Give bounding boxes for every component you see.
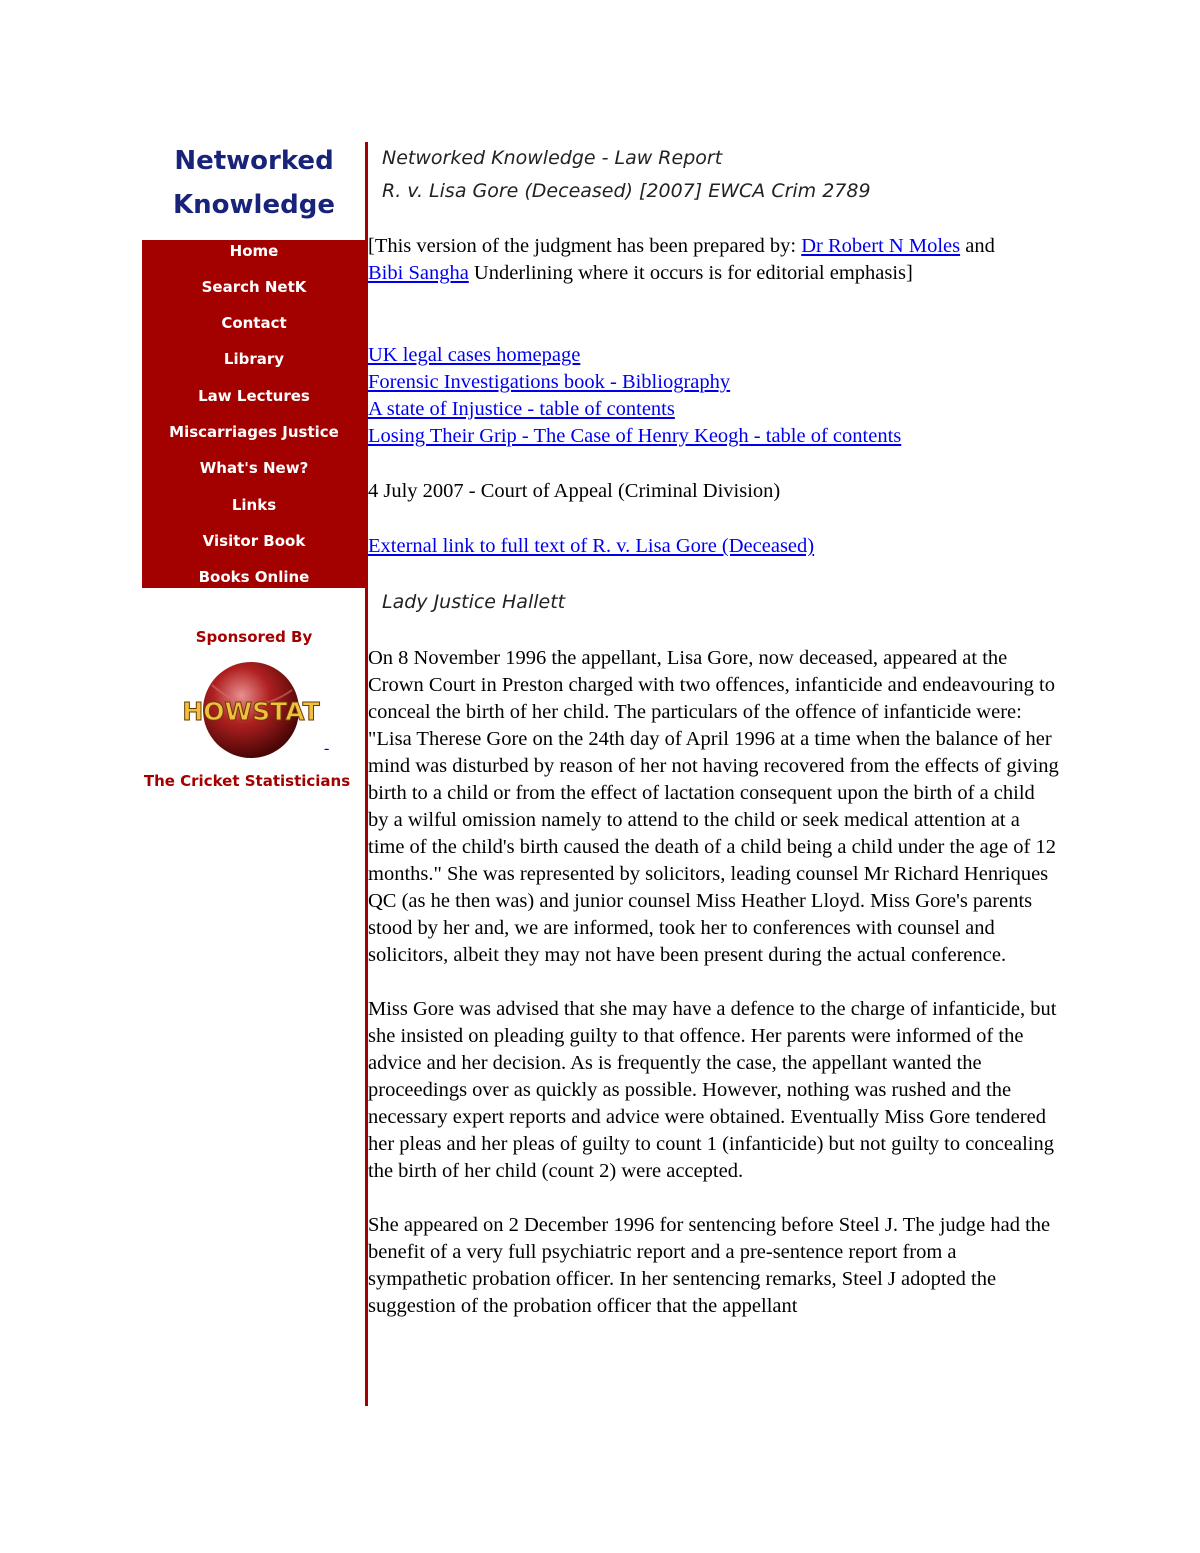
nav-menu (142, 240, 366, 588)
nav-item-search-netk[interactable]: Search NetK (201, 278, 307, 296)
paragraph-3: She appeared on 2 December 1996 for sentencing before Steel J. The judge had the benefit of a very full psychiatric report and a pre-sentence report from a sympathetic probation officer. In her sentencing remarks, Steel J adopted the suggestion of the probation officer that the appellant (368, 1214, 1051, 1317)
sponsor-dash-link[interactable]: - (324, 740, 330, 757)
nav-item-miscarriages-justice[interactable]: Miscarriages Justice (169, 423, 339, 441)
nav-item-law-lectures[interactable]: Law Lectures (198, 387, 310, 405)
intro-prefix: [This version of the judgment has been prepared by: (368, 235, 802, 257)
paragraph-2: Miss Gore was advised that she may have a defence to the charge of infanticide, but she insisted on pleading guilty to that offence. Her parents were informed of the advice and her decision. As is frequently the case, the appellant wanted the proceedings over as quickly as possible. However, nothing was rushed and the necessary expert reports and advice were obtained. Eventually Miss Gore tendered her pleas and her pleas of guilty to count 1 (infanticide) but not guilty to concealing the birth of her child (count 2) were accepted. (368, 998, 1057, 1182)
intro-note (368, 233, 1008, 287)
external-link-row (368, 533, 1068, 560)
report-title: Networked Knowledge - Law Report (382, 147, 723, 169)
nav-item-library[interactable]: Library (223, 350, 285, 368)
nav-item-contact[interactable]: Contact (221, 314, 287, 332)
link-state-of-injustice[interactable]: A state of Injustice - table of contents (368, 398, 675, 420)
intro-suffix: Underlining where it occurs is for editorial emphasis] (468, 262, 913, 284)
link-forensic-investigations[interactable]: Forensic Investigations book - Bibliography (368, 371, 731, 393)
nav-item-books-online[interactable]: Books Online (198, 568, 310, 586)
judgment-body (368, 645, 1060, 1320)
report-citation: R. v. Lisa Gore (Deceased) [2007] EWCA Crim 2789 (382, 180, 871, 202)
paragraph-1: On 8 November 1996 the appellant, Lisa Gore, now deceased, appeared at the Crown Court in Preston charged with two offences, infanticide and endeavouring to conceal the birth of her child. The particulars of the offence of infanticide were: "Lisa Therese Gore on the 24th day of April 1996 at a time when the balance of her mind was disturbed by reason of her not having recovered from the effects of giving birth to a child or from the effect of lactation consequent upon the birth of a child by a wilful omission namely to attend to the child or seek medical attention at a time of the child's birth caused the death of a child being a child under the age of 12 months." She was represented by solicitors, leading counsel Mr Richard Henriques QC (as he then was) and junior counsel Miss Heather Lloyd. Miss Gore's parents stood by her and, we are informed, took her to conferences with counsel and solicitors, albeit they may not have been present during the actual conference. (368, 647, 1059, 966)
brand-line-1: Networked (174, 146, 334, 176)
external-full-text-link[interactable]: External link to full text of R. v. Lisa Gore (Deceased) (368, 535, 815, 557)
author-link-bibi-sangha[interactable]: Bibi Sangha (368, 262, 469, 284)
date-line: 4 July 2007 - Court of Appeal (Criminal Division) (368, 480, 781, 502)
sponsor-title: Sponsored By (195, 628, 313, 646)
nav-item-whats-new[interactable]: What's New? (199, 459, 309, 477)
nav-item-home[interactable]: Home (229, 242, 279, 260)
author-link-robert-moles[interactable]: Dr Robert N Moles (801, 235, 961, 257)
howstat-logo[interactable] (182, 660, 320, 760)
nav-item-links[interactable]: Links (231, 496, 277, 514)
brand-line-2: Knowledge (173, 190, 335, 220)
howstat-logo-text: HOWSTAT (182, 697, 320, 726)
link-uk-legal-cases[interactable]: UK legal cases homepage (368, 344, 581, 366)
link-losing-their-grip[interactable]: Losing Their Grip - The Case of Henry Keogh - table of contents (368, 425, 902, 447)
intro-and: and (960, 235, 995, 257)
judge-name: Lady Justice Hallett (382, 591, 566, 613)
link-list (368, 342, 1068, 450)
sponsor-caption[interactable]: The Cricket Statisticians (143, 772, 351, 790)
nav-item-visitor-book[interactable]: Visitor Book (202, 532, 306, 550)
